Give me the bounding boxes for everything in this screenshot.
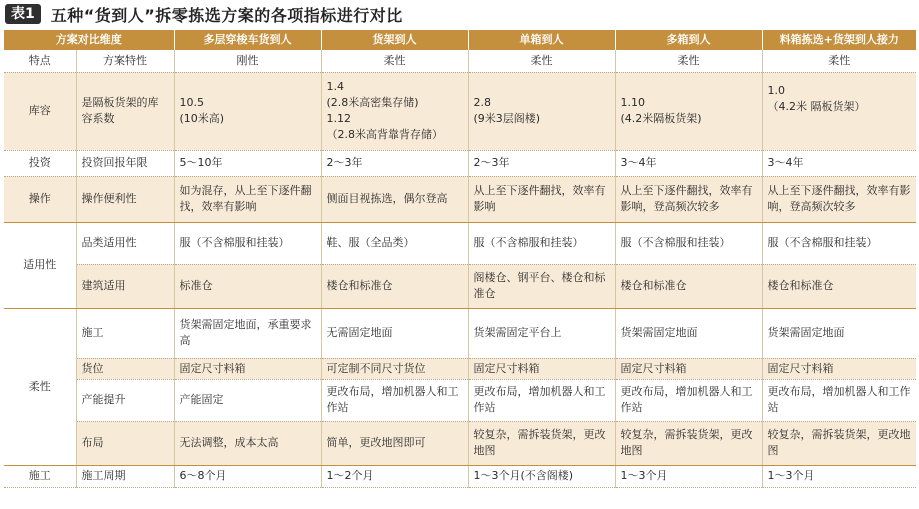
- table-cell: 楼仓和标准仓: [321, 264, 468, 308]
- table-cell: 可定制不同尺寸货位: [321, 358, 468, 379]
- table-cell: 2～3年: [468, 150, 615, 176]
- row-feature-label: 建筑适用: [76, 264, 174, 308]
- row-feature-label: 品类适用性: [76, 222, 174, 264]
- row-group-label: 库容: [4, 72, 76, 150]
- table-cell: 1.0 （4.2米 隔板货架）: [762, 72, 916, 150]
- table-cell: 柔性: [321, 50, 468, 72]
- comparison-table: [4, 30, 916, 488]
- row-feature-label: 施工: [76, 308, 174, 358]
- table-cell: 较复杂，需拆装货架，更改地图: [468, 421, 615, 465]
- table-cell: 服（不含棉服和挂装）: [174, 222, 321, 264]
- table-cell: 货架需固定地面: [762, 308, 916, 358]
- table-row: [4, 222, 916, 264]
- row-group-label: 投资: [4, 150, 76, 176]
- table-cell: 货架需固定地面，承重要求高: [174, 308, 321, 358]
- table-cell: 更改布局，增加机器人和工作站: [762, 379, 916, 421]
- table-row: [4, 308, 916, 358]
- row-feature-label: 是隔板货架的库容系数: [76, 72, 174, 150]
- table-cell: 固定尺寸料箱: [615, 358, 762, 379]
- table-row: [4, 379, 916, 421]
- table-cell: 服（不含棉服和挂装）: [615, 222, 762, 264]
- row-feature-label: 方案特性: [76, 50, 174, 72]
- table-header-row: [4, 30, 916, 50]
- table-number-badge: 表1: [5, 4, 41, 24]
- table-cell: 1～3个月: [615, 465, 762, 487]
- table-cell: 服（不含棉服和挂装）: [762, 222, 916, 264]
- row-feature-label: 布局: [76, 421, 174, 465]
- table-cell: 固定尺寸料箱: [174, 358, 321, 379]
- table-cell: 3～4年: [615, 150, 762, 176]
- table-cell: 楼仓和标准仓: [762, 264, 916, 308]
- table-cell: 2.8 (9米3层阁楼): [468, 72, 615, 150]
- table-cell: 柔性: [762, 50, 916, 72]
- header-multi-box: 多箱到人: [615, 30, 762, 50]
- table-cell: 货架需固定地面: [615, 308, 762, 358]
- table-cell: 1.4 (2.8米高密集存储) 1.12 （2.8米高背靠背存储）: [321, 72, 468, 150]
- table-cell: 货架需固定平台上: [468, 308, 615, 358]
- table-row: [4, 176, 916, 222]
- row-group-label: 柔性: [4, 308, 76, 465]
- table-title-bar: [0, 0, 919, 28]
- row-group-label: 适用性: [4, 222, 76, 308]
- table-cell: 柔性: [615, 50, 762, 72]
- table-cell: 6～8个月: [174, 465, 321, 487]
- table-cell: 鞋、服（全品类）: [321, 222, 468, 264]
- table-cell: 更改布局，增加机器人和工作站: [615, 379, 762, 421]
- table-cell: 从上至下逐件翻找，效率有影响，登高频次较多: [762, 176, 916, 222]
- table-cell: 较复杂，需拆装货架，更改地图: [615, 421, 762, 465]
- row-feature-label: 货位: [76, 358, 174, 379]
- table-cell: 固定尺寸料箱: [762, 358, 916, 379]
- table-row: [4, 50, 916, 72]
- table-cell: 阁楼仓、钢平台、楼仓和标准仓: [468, 264, 615, 308]
- row-feature-label: 操作便利性: [76, 176, 174, 222]
- header-shuttle: 多层穿梭车货到人: [174, 30, 321, 50]
- table-cell: 刚性: [174, 50, 321, 72]
- row-group-label: 施工: [4, 465, 76, 487]
- header-single-box: 单箱到人: [468, 30, 615, 50]
- header-shelf-to-person: 货架到人: [321, 30, 468, 50]
- table-cell: 柔性: [468, 50, 615, 72]
- header-relay: 料箱拣选+货架到人接力: [762, 30, 916, 50]
- table-row: [4, 465, 916, 487]
- table-cell: 简单，更改地图即可: [321, 421, 468, 465]
- table-cell: 固定尺寸料箱: [468, 358, 615, 379]
- table-row: [4, 421, 916, 465]
- table-cell: 如为混存，从上至下逐件翻找，效率有影响: [174, 176, 321, 222]
- table-title: 五种“货到人”拆零拣选方案的各项指标进行对比: [50, 5, 403, 25]
- table-cell: 1～3个月(不含阁楼): [468, 465, 615, 487]
- table-cell: 10.5 (10米高): [174, 72, 321, 150]
- table-cell: 从上至下逐件翻找，效率有影响: [468, 176, 615, 222]
- table-cell: 2～3年: [321, 150, 468, 176]
- table-cell: 3～4年: [762, 150, 916, 176]
- table-cell: 楼仓和标准仓: [615, 264, 762, 308]
- table-cell: 1～3个月: [762, 465, 916, 487]
- row-feature-label: 施工周期: [76, 465, 174, 487]
- table-cell: 产能固定: [174, 379, 321, 421]
- table-cell: 1.10 (4.2米隔板货架): [615, 72, 762, 150]
- table-cell: 5～10年: [174, 150, 321, 176]
- row-feature-label: 投资回报年限: [76, 150, 174, 176]
- table-cell: 服（不含棉服和挂装）: [468, 222, 615, 264]
- table-cell: 侧面目视拣选，偶尔登高: [321, 176, 468, 222]
- row-feature-label: 产能提升: [76, 379, 174, 421]
- header-dimension: 方案对比维度: [4, 30, 174, 50]
- table-row: [4, 72, 916, 150]
- table-row: [4, 358, 916, 379]
- table-cell: 从上至下逐件翻找，效率有影响，登高频次较多: [615, 176, 762, 222]
- table-cell: 较复杂，需拆装货架，更改地图: [762, 421, 916, 465]
- table-cell: 无法调整，成本太高: [174, 421, 321, 465]
- table-cell: 无需固定地面: [321, 308, 468, 358]
- row-group-label: 特点: [4, 50, 76, 72]
- table-cell: 1～2个月: [321, 465, 468, 487]
- row-group-label: 操作: [4, 176, 76, 222]
- table-cell: 更改布局，增加机器人和工作站: [321, 379, 468, 421]
- table-cell: 标准仓: [174, 264, 321, 308]
- table-cell: 更改布局，增加机器人和工作站: [468, 379, 615, 421]
- table-row: [4, 150, 916, 176]
- table-row: [4, 264, 916, 308]
